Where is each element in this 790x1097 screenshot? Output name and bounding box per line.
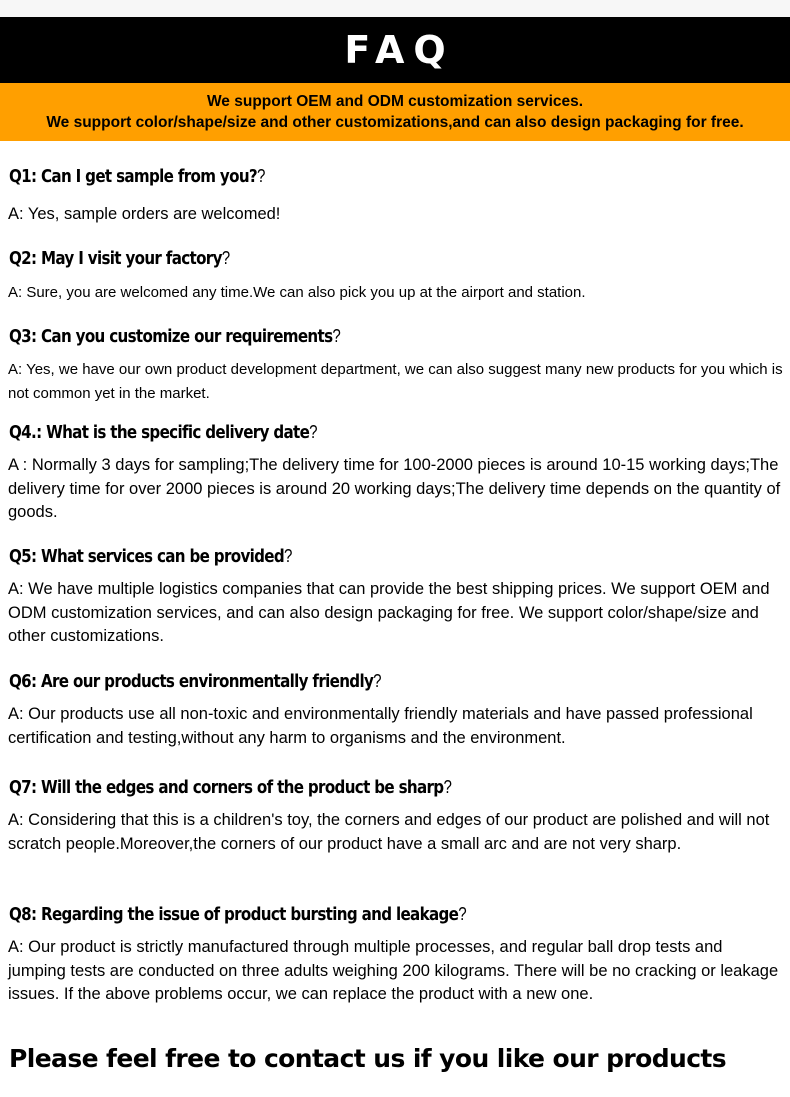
question-mark: ?: [443, 777, 452, 797]
faq-answer-8: A: Our product is strictly manufactured through multiple processes, and regular ball drop tests and jumping tests are conducted on three adults weighing 200 kilograms. There will be no cracking or leakage issues. If the above problems occur, we can replace the product with a new one.: [8, 938, 779, 1004]
faq-question-7: [9, 777, 452, 798]
question-mark: ?: [284, 546, 293, 566]
question-mark: ?: [458, 904, 467, 924]
question-text: Q5: What services can be provided: [9, 546, 285, 567]
faq-question-6: [9, 671, 382, 692]
question-mark: ?: [221, 248, 231, 268]
question-mark: ?: [309, 422, 318, 442]
banner-line-1: We support OEM and ODM customization services.: [206, 93, 584, 110]
faq-question-4: [9, 422, 318, 443]
faq-question-2: [9, 248, 230, 269]
faq-question-5: [9, 546, 292, 567]
question-text: Q1: Can I get sample from you?: [9, 166, 258, 187]
question-text: Q2: May I visit your factory: [9, 248, 222, 269]
question-text: Q4.: What is the specific delivery date: [9, 422, 310, 443]
question-text: Q7: Will the edges and corners of the product be sharp: [9, 777, 444, 798]
question-text: Q8: Regarding the issue of product bursting and leakage: [9, 904, 459, 925]
question-mark: ?: [373, 671, 382, 691]
banner-line-2: We support color/shape/size and other customizations,and can also design packaging for free.: [46, 114, 744, 131]
faq-answer-6: A: Our products use all non-toxic and environmentally friendly materials and have passed professional certification and testing,without any harm to organisms and the environment.: [8, 705, 753, 747]
question-mark: ?: [332, 326, 341, 346]
faq-header: [0, 17, 790, 83]
faq-answer-1: A: Yes, sample orders are welcomed!: [8, 205, 281, 223]
faq-answer-2: A: Sure, you are welcomed any time.We can also pick you up at the airport and station.: [8, 284, 586, 301]
question-mark: ?: [257, 166, 266, 186]
faq-answer-7: A: Considering that this is a children's toy, the corners and edges of our product are polished and will not scratch people.Moreover,the corners of our product have a small arc and are not very sharp.: [8, 811, 770, 853]
closing-message: Please feel free to contact us if you like our products: [9, 1044, 727, 1073]
faq-answer-5: A: We have multiple logistics companies that can provide the best shipping prices. We support OEM and ODM customization services, and can also design packaging for free. We support color/shape/size and other customizations.: [8, 580, 770, 646]
faq-question-3: [9, 326, 341, 347]
question-text: Q6: Are our products environmentally friendly: [9, 671, 374, 692]
question-text: Q3: Can you customize our requirements: [9, 326, 333, 347]
customization-banner: [0, 83, 790, 141]
page-title: FAQ: [344, 28, 455, 72]
top-strip: [0, 0, 790, 17]
faq-question-8: [9, 904, 467, 925]
faq-question-1: [9, 166, 265, 187]
faq-answer-4: A : Normally 3 days for sampling;The delivery time for 100-2000 pieces is around 10-15 working days;The delivery time for over 2000 pieces is around 20 working days;The delivery time depends on the quantity of goods.: [8, 456, 781, 522]
faq-answer-3: A: Yes, we have our own product development department, we can also suggest many new products for you which is not common yet in the market.: [8, 361, 783, 402]
